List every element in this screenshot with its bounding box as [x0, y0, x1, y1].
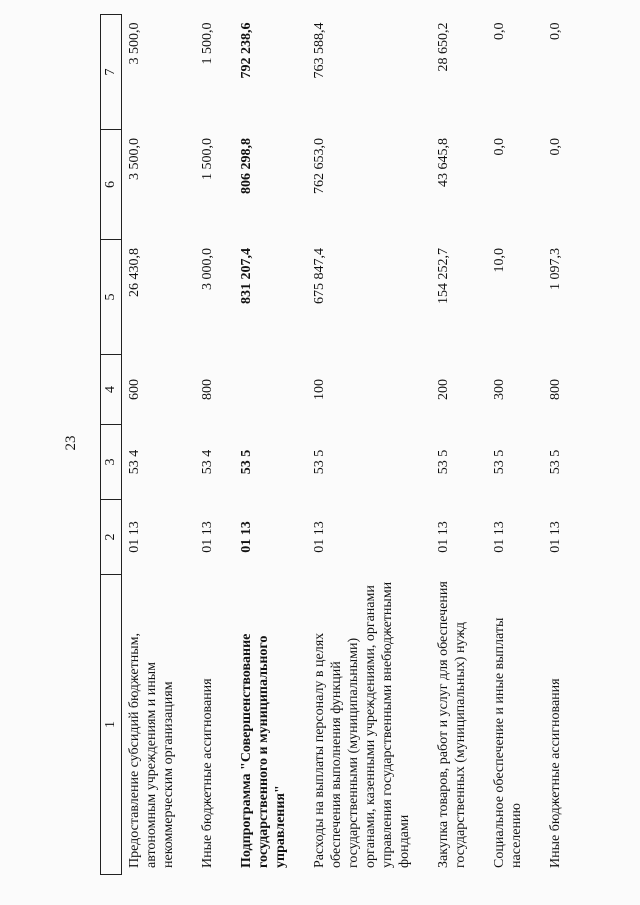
- expense-type-cell: 800: [548, 379, 563, 400]
- amount-col5-cell: 1 097,3: [548, 248, 563, 290]
- amount-col5-cell: 831 207,4: [239, 248, 254, 304]
- table-row: [431, 15, 487, 875]
- rotated-content: [55, 15, 615, 875]
- amount-col6-cell: 762 653,0: [312, 138, 327, 194]
- amount-col6-cell: 1 500,0: [200, 138, 215, 180]
- table-row: [234, 15, 307, 875]
- table-row: [122, 15, 196, 875]
- header-cell: 4: [101, 355, 122, 425]
- row-name-cell: Расходы на выплаты персоналу в целях обеспечения выполнения функций государственными (муниципальными) органами, казенными учреждениями, органами управления государственными внебюджетными фондами: [312, 581, 412, 868]
- target-article-cell: 53 5: [436, 449, 451, 475]
- target-article-cell: 53 4: [127, 449, 142, 475]
- table-row: [487, 15, 543, 875]
- header-cell: 1: [101, 575, 122, 875]
- budget-table: [100, 14, 582, 875]
- expense-type-cell: 300: [492, 379, 507, 400]
- table-row: [543, 15, 582, 875]
- expense-type-cell: 100: [312, 379, 327, 400]
- expense-type-cell: 200: [436, 379, 451, 400]
- amount-col7-cell: 0,0: [548, 22, 563, 40]
- row-name-cell: Предоставление субсидий бюджетным, автономным учреждениям и иным некоммерческим организациям: [127, 632, 176, 868]
- razdel-cell: 01 13: [200, 521, 215, 553]
- table-row: [195, 15, 234, 875]
- amount-col6-cell: 43 645,8: [436, 138, 451, 187]
- header-cell: 2: [101, 500, 122, 575]
- amount-col5-cell: 10,0: [492, 248, 507, 273]
- razdel-cell: 01 13: [127, 521, 142, 553]
- razdel-cell: 01 13: [239, 521, 254, 553]
- table-row: [307, 15, 431, 875]
- row-name-cell: Иные бюджетные ассигнования: [548, 678, 563, 868]
- target-article-cell: 53 5: [312, 449, 327, 475]
- header-cell: 6: [101, 130, 122, 240]
- target-article-cell: 53 5: [492, 449, 507, 475]
- amount-col6-cell: 0,0: [492, 138, 507, 156]
- target-article-cell: 53 4: [200, 449, 215, 475]
- razdel-cell: 01 13: [548, 521, 563, 553]
- razdel-cell: 01 13: [436, 521, 451, 553]
- amount-col7-cell: 763 588,4: [312, 22, 327, 79]
- amount-col7-cell: 28 650,2: [436, 22, 451, 72]
- header-cell: 5: [101, 240, 122, 355]
- row-name-cell: Социальное обеспечение и иные выплаты населению: [492, 617, 524, 868]
- amount-col6-cell: 3 500,0: [127, 138, 142, 180]
- target-article-cell: 53 5: [239, 449, 254, 475]
- header-cell: 3: [101, 425, 122, 500]
- razdel-cell: 01 13: [492, 521, 507, 553]
- expense-type-cell: 800: [200, 379, 215, 400]
- target-article-cell: 53 5: [548, 449, 563, 475]
- amount-col7-cell: 3 500,0: [127, 22, 142, 65]
- amount-col5-cell: 154 252,7: [436, 248, 451, 304]
- amount-col7-cell: 0,0: [492, 22, 507, 40]
- amount-col5-cell: 675 847,4: [312, 248, 327, 304]
- expense-type-cell: [234, 355, 307, 425]
- amount-col7-cell: 1 500,0: [200, 22, 215, 65]
- expense-type-cell: 600: [127, 379, 142, 400]
- razdel-cell: 01 13: [312, 521, 327, 553]
- amount-col5-cell: 26 430,8: [127, 248, 142, 297]
- amount-col7-cell: 792 238,6: [239, 22, 254, 79]
- row-name-cell: Закупка товаров, работ и услуг для обеспечения государственных (муниципальных) нужд: [436, 581, 468, 868]
- amount-col6-cell: 0,0: [548, 138, 563, 156]
- row-name-cell: Иные бюджетные ассигнования: [200, 678, 215, 868]
- row-name-cell: Подпрограмма "Совершенствование государственного и муниципального управления": [239, 633, 288, 868]
- header-row: [101, 15, 122, 875]
- amount-col5-cell: 3 000,0: [200, 248, 215, 290]
- amount-col6-cell: 806 298,8: [239, 138, 254, 194]
- page-number: 23: [63, 435, 79, 451]
- header-cell: 7: [101, 15, 122, 130]
